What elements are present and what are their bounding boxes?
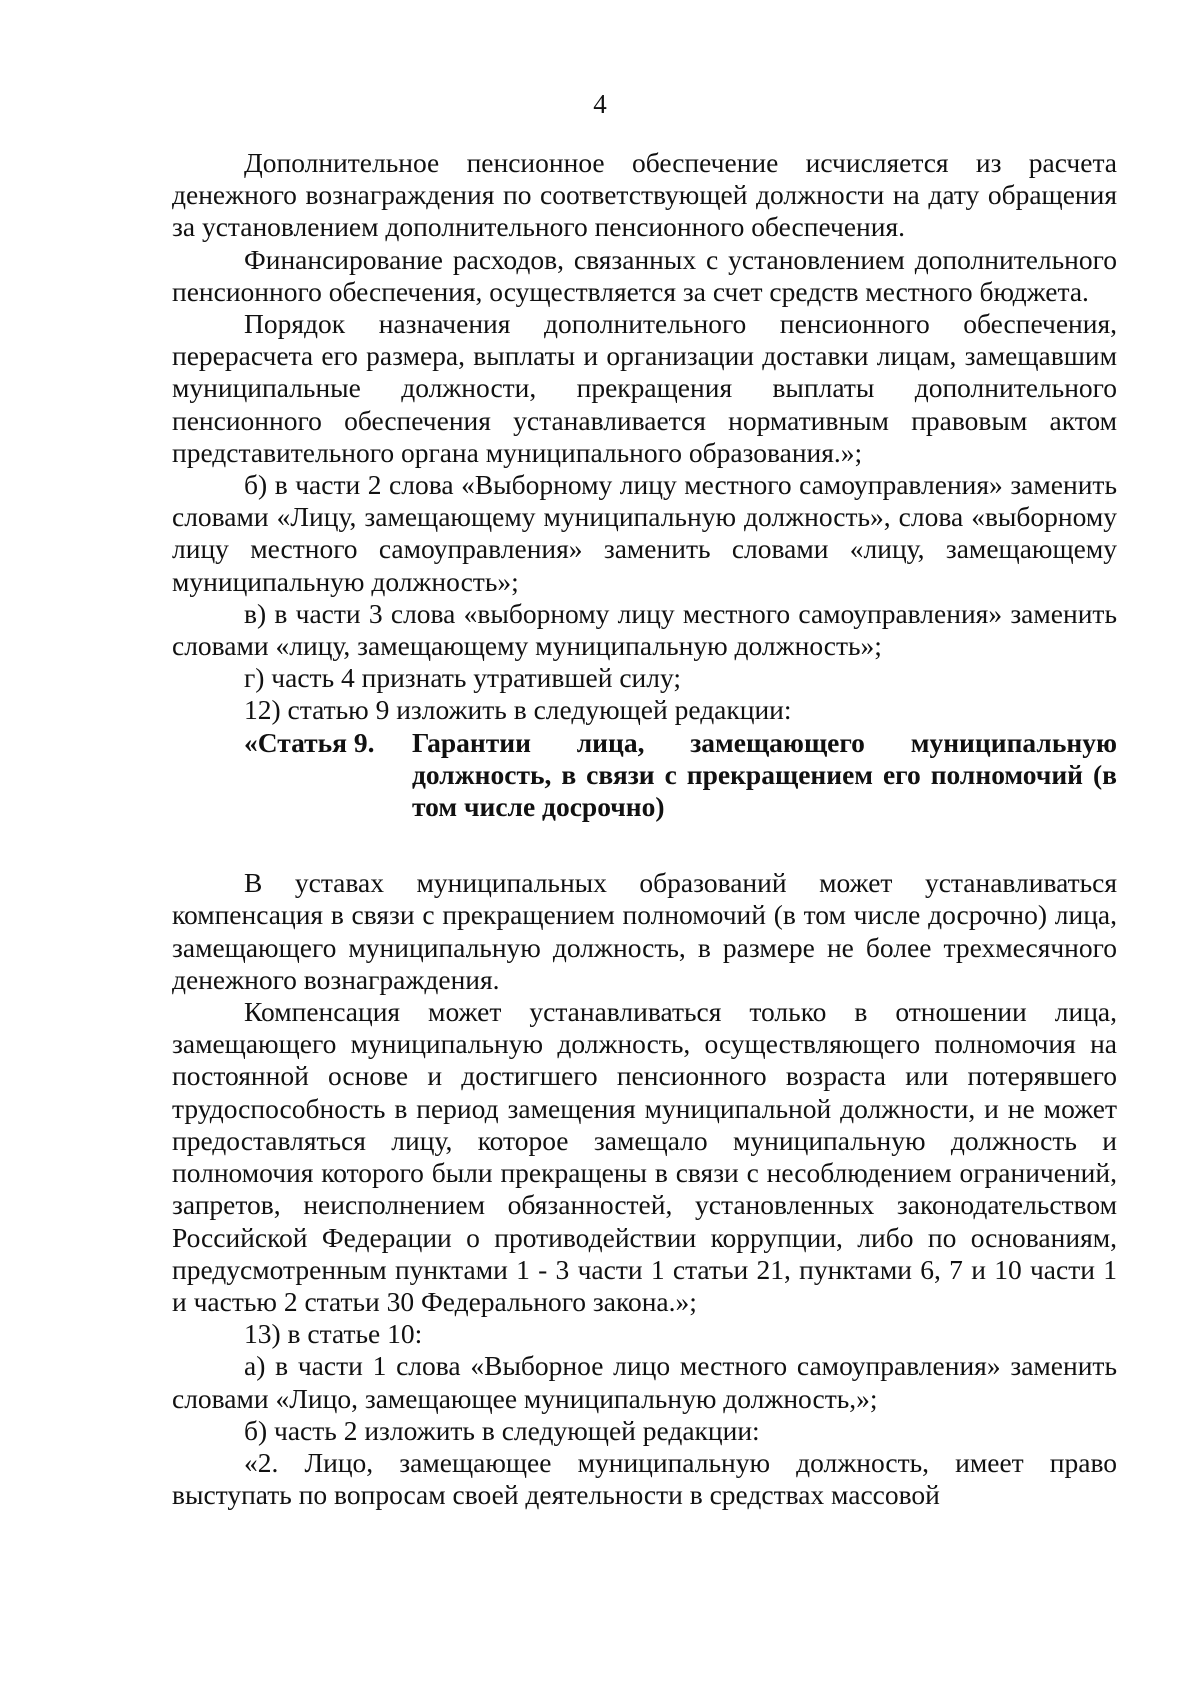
paragraph: Финансирование расходов, связанных с установлением дополнительного пенсионного обеспечения, осуществляется за счет средств местного бюджета. xyxy=(172,243,1117,307)
paragraph: 13) в статье 10: xyxy=(244,1318,423,1350)
paragraph: в) в части 3 слова «выборному лицу местного самоуправления» заменить словами «лицу, замещающему муниципальную должность»; xyxy=(172,597,1117,662)
paragraph: 12) статью 9 изложить в следующей редакции: xyxy=(244,694,792,726)
paragraph: Порядок назначения дополнительного пенсионного обеспечения, перерасчета его размера, выплаты и организации доставки лицам, замещавшим муниципальные должности, прекращения выплаты дополнительного пенсионного обеспечения устанавливается нормативным правовым актом представительного органа муниципального образования.»; xyxy=(172,308,1117,468)
page-number: 4 xyxy=(593,89,607,119)
spacer xyxy=(172,823,1117,867)
paragraph: а) в части 1 слова «Выборное лицо местного самоуправления» заменить словами «Лицо, замещающее муниципальную должность,»; xyxy=(172,1350,1117,1414)
document-body xyxy=(172,147,1117,1511)
paragraph: Дополнительное пенсионное обеспечение исчисляется из расчета денежного вознаграждения по соответствующей должности на дату обращения за установлением дополнительного пенсионного обеспечения. xyxy=(172,147,1117,243)
paragraph: б) в части 2 слова «Выборному лицу местного самоуправления» заменить словами «Лицу, замещающему муниципальную должность», слова «выборному лицу местного самоуправления» заменить словами «лицу, замещающему муниципальную должность»; xyxy=(172,469,1117,597)
paragraph: Компенсация может устанавливаться только в отношении лица, замещающего муниципальную должность, осуществляющего полномочия на постоянной основе и достигшего пенсионного возраста или потерявшего трудоспособность в период замещения муниципальной должности, и не может предоставляться лицу, которое замещало муниципальную должность и полномочия которого были прекращены в связи с несоблюдением ограничений, запретов, неисполнением обязанностей, установленных законодательством Российской Федерации о противодействии коррупции, либо по основаниям, предусмотренным пунктами 1 - 3 части 1 статьи 21, пунктами 6, 7 и 10 части 1 и частью 2 статьи 30 Федерального закона.»; xyxy=(172,996,1117,1317)
paragraph: г) часть 4 признать утратившей силу; xyxy=(244,662,682,694)
paragraph: В уставах муниципальных образований может устанавливаться компенсация в связи с прекращением полномочий (в том числе досрочно) лица, замещающего муниципальную должность, в размере не более трехмесячного денежного вознаграждения. xyxy=(172,867,1117,995)
paragraph: «2. Лицо, замещающее муниципальную должность, имеет право выступать по вопросам своей деятельности в средствах массовой xyxy=(172,1446,1117,1511)
article-heading xyxy=(172,727,1117,824)
paragraph: б) часть 2 изложить в следующей редакции: xyxy=(244,1414,760,1446)
article-number: «Статья 9. xyxy=(244,726,375,758)
article-title: Гарантии лица, замещающего муниципальную должность, в связи с прекращением его полномочий (в том числе досрочно) xyxy=(412,726,1117,823)
